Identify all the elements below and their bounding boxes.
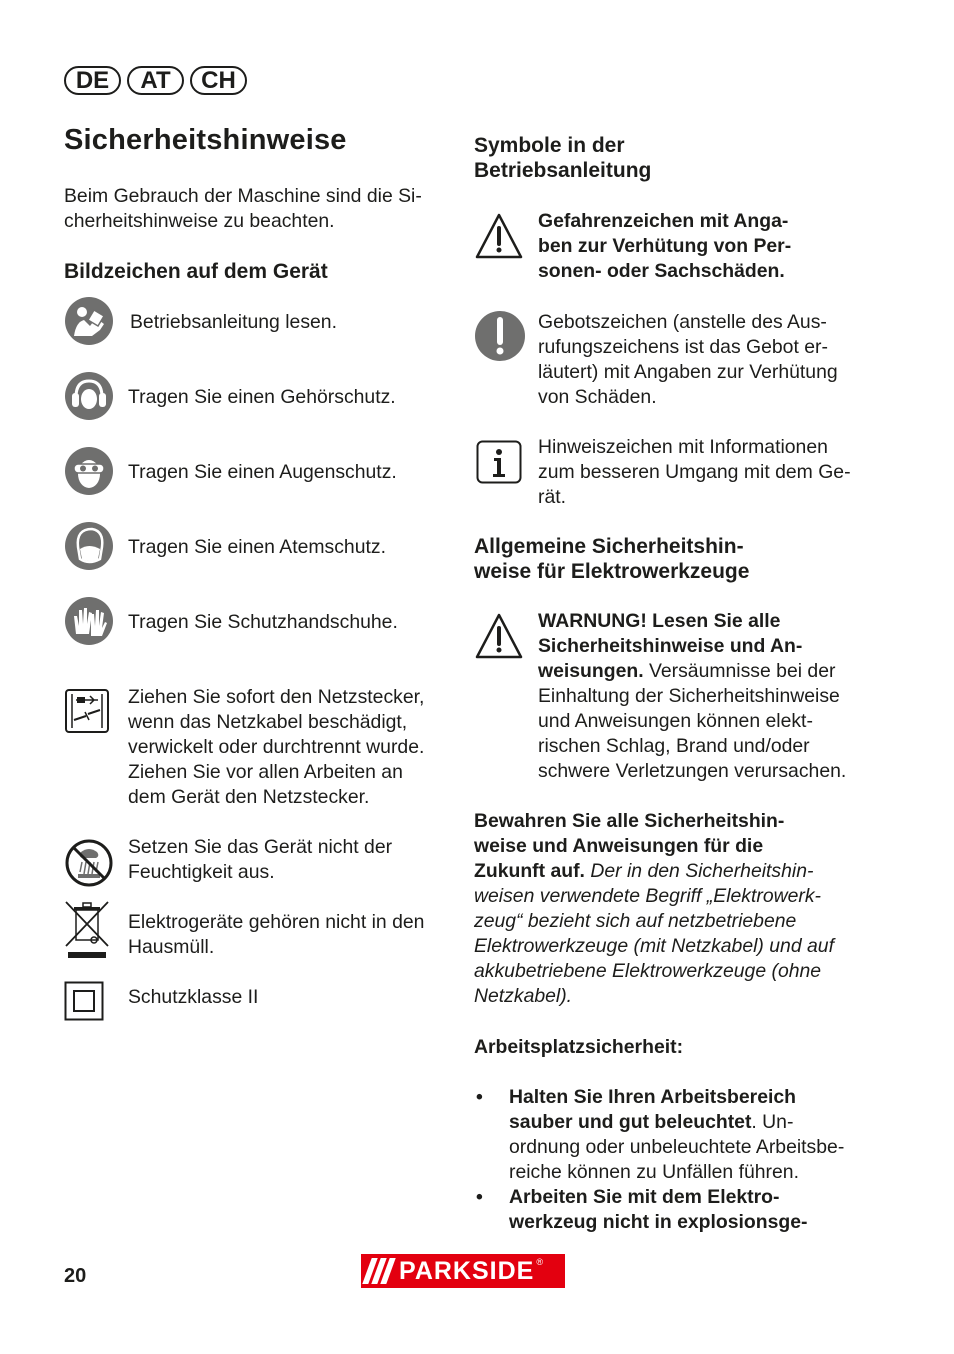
warning-triangle-icon bbox=[474, 212, 524, 260]
ear-protection-icon bbox=[64, 371, 114, 421]
symbol-line: läutert) mit Angaben zur Verhütung bbox=[538, 361, 838, 383]
workplace-heading: Arbeitsplatzsicherheit: bbox=[474, 1036, 684, 1058]
keep-line bbox=[474, 859, 834, 884]
left-item-text bbox=[128, 685, 424, 810]
left-item-line: verwickelt oder durchtrennt wurde. bbox=[128, 736, 425, 758]
keep-line: zeug“ bezieht sich auf netzbetriebene bbox=[474, 910, 797, 932]
heading-line: Betriebsanleitung bbox=[474, 159, 652, 182]
symbol-text bbox=[538, 209, 791, 284]
symbol-line: Gefahrenzeichen mit Anga- bbox=[538, 210, 789, 232]
left-item-text bbox=[130, 310, 337, 335]
intro-line: Beim Gebrauch der Maschine sind die Si- bbox=[64, 185, 422, 207]
language-badges bbox=[64, 66, 247, 95]
left-item-line: Tragen Sie einen Augenschutz. bbox=[128, 461, 397, 483]
left-item-line: Ziehen Sie vor allen Arbeiten an bbox=[128, 761, 403, 783]
left-heading: Bildzeichen auf dem Gerät bbox=[64, 260, 328, 283]
left-item-line: wenn das Netzkabel beschädigt, bbox=[128, 711, 408, 733]
keep-line: Bewahren Sie alle Sicherheitshin- bbox=[474, 810, 785, 832]
symbol-text bbox=[538, 435, 851, 510]
page-number: 20 bbox=[64, 1265, 87, 1287]
bullet-line: reiche können zu Unfällen führen. bbox=[509, 1161, 799, 1183]
left-item-line: Elektrogeräte gehören nicht in den bbox=[128, 911, 425, 933]
left-item-line: Tragen Sie einen Gehörschutz. bbox=[128, 386, 396, 408]
warning-line: Sicherheitshinweise und An- bbox=[538, 635, 803, 657]
symbol-line: Gebotszeichen (anstelle des Aus- bbox=[538, 311, 827, 333]
left-item-line: Schutzklasse II bbox=[128, 986, 259, 1008]
left-item-text bbox=[128, 535, 386, 560]
bullet-line: Halten Sie Ihren Arbeitsbereich bbox=[509, 1086, 796, 1108]
logo-text: PARKSIDE bbox=[399, 1256, 535, 1285]
lang-badge-ch: CH bbox=[190, 66, 247, 95]
warning-line bbox=[538, 659, 846, 684]
bullet-marker: • bbox=[476, 1186, 483, 1208]
page-title: Sicherheitshinweise bbox=[64, 124, 347, 156]
symbol-line: rufungszeichens ist das Gebot er- bbox=[538, 336, 828, 358]
keep-line: weisen verwendete Begriff „Elektrowerk- bbox=[474, 885, 822, 907]
bullet-inline-rest: . Un- bbox=[751, 1111, 794, 1133]
keep-italic-inline: Der in den Sicherheitshin- bbox=[584, 860, 814, 882]
bullet-item bbox=[509, 1185, 807, 1235]
logo-stripes bbox=[367, 1258, 391, 1284]
keep-bold-inline: Zukunft auf. bbox=[474, 860, 585, 882]
warning-line: Einhaltung der Sicherheitshinweise bbox=[538, 685, 840, 707]
symbol-line: rät. bbox=[538, 486, 567, 508]
left-item-line: Betriebsanleitung lesen. bbox=[130, 311, 337, 333]
keep-instructions-text bbox=[474, 809, 834, 1009]
warning-bold-inline: weisungen. bbox=[538, 660, 644, 682]
heading-line: Allgemeine Sicherheitshin- bbox=[474, 535, 744, 558]
left-item-line: Feuchtigkeit aus. bbox=[128, 861, 275, 883]
keep-line: Netzkabel). bbox=[474, 985, 573, 1007]
no-moisture-icon bbox=[64, 838, 114, 888]
bullet-line: ordnung oder unbeleuchtete Arbeitsbe- bbox=[509, 1136, 845, 1158]
bullet-line bbox=[509, 1110, 844, 1135]
weee-bin-icon bbox=[64, 900, 110, 960]
heading-line: weise für Elektrowerkzeuge bbox=[474, 560, 750, 583]
left-item-text bbox=[128, 610, 398, 635]
symbol-line: ben zur Verhütung von Per- bbox=[538, 235, 792, 257]
eye-protection-icon bbox=[64, 446, 114, 496]
left-item-line: Tragen Sie einen Atemschutz. bbox=[128, 536, 386, 558]
lang-badge-at: AT bbox=[127, 66, 184, 95]
symbols-heading bbox=[474, 133, 651, 183]
symbol-line: Hinweiszeichen mit Informationen bbox=[538, 436, 828, 458]
bullet-line: werkzeug nicht in explosionsge- bbox=[509, 1211, 808, 1233]
left-item-text bbox=[128, 835, 392, 885]
warning-line: schwere Verletzungen verursachen. bbox=[538, 760, 847, 782]
info-icon bbox=[476, 440, 522, 484]
left-item-text bbox=[128, 385, 396, 410]
left-item-text bbox=[128, 985, 258, 1010]
warning-line: WARNUNG! Lesen Sie alle bbox=[538, 610, 781, 632]
symbol-line: zum besseren Umgang mit dem Ge- bbox=[538, 461, 851, 483]
keep-line: Elektrowerkzeuge (mit Netzkabel) und auf bbox=[474, 935, 834, 957]
read-manual-icon bbox=[64, 296, 114, 346]
respiratory-protection-icon bbox=[64, 521, 114, 571]
warning-line: und Anweisungen können elekt- bbox=[538, 710, 813, 732]
left-item-line: Hausmüll. bbox=[128, 936, 215, 958]
exclamation-circle-icon bbox=[474, 310, 526, 362]
left-item-line: Tragen Sie Schutzhandschuhe. bbox=[128, 611, 398, 633]
left-item-line: dem Gerät den Netzstecker. bbox=[128, 786, 370, 808]
heading-line: Symbole in der bbox=[474, 134, 625, 157]
intro-line: cherheitshinweise zu beachten. bbox=[64, 210, 335, 232]
warning-line: rischen Schlag, Brand und/oder bbox=[538, 735, 810, 757]
left-item-text bbox=[128, 460, 397, 485]
general-safety-heading bbox=[474, 534, 749, 584]
symbol-text bbox=[538, 310, 838, 410]
unplug-icon bbox=[64, 688, 110, 734]
keep-line: akkubetriebene Elektrowerkzeuge (ohne bbox=[474, 960, 822, 982]
warning-inline-rest: Versäumnisse bei der bbox=[643, 660, 836, 682]
symbol-line: sonen- oder Sachschäden. bbox=[538, 260, 785, 282]
bullet-line: Arbeiten Sie mit dem Elektro- bbox=[509, 1186, 780, 1208]
logo-registered-mark: ® bbox=[536, 1257, 543, 1267]
warning-triangle-icon bbox=[474, 612, 524, 660]
keep-line: weise und Anweisungen für die bbox=[474, 835, 764, 857]
left-item-line: Ziehen Sie sofort den Netzstecker, bbox=[128, 686, 425, 708]
symbol-line: von Schäden. bbox=[538, 386, 657, 408]
gloves-icon bbox=[64, 596, 114, 646]
intro-text bbox=[64, 184, 444, 234]
bullet-marker: • bbox=[476, 1086, 483, 1108]
protection-class-2-icon bbox=[64, 981, 104, 1021]
bullet-bold-inline: sauber und gut beleuchtet bbox=[509, 1111, 752, 1133]
warning-text bbox=[538, 609, 846, 784]
left-item-text bbox=[128, 910, 424, 960]
left-item-line: Setzen Sie das Gerät nicht der bbox=[128, 836, 393, 858]
bullet-item bbox=[509, 1085, 844, 1185]
parkside-logo bbox=[361, 1254, 565, 1288]
lang-badge-de: DE bbox=[64, 66, 121, 95]
